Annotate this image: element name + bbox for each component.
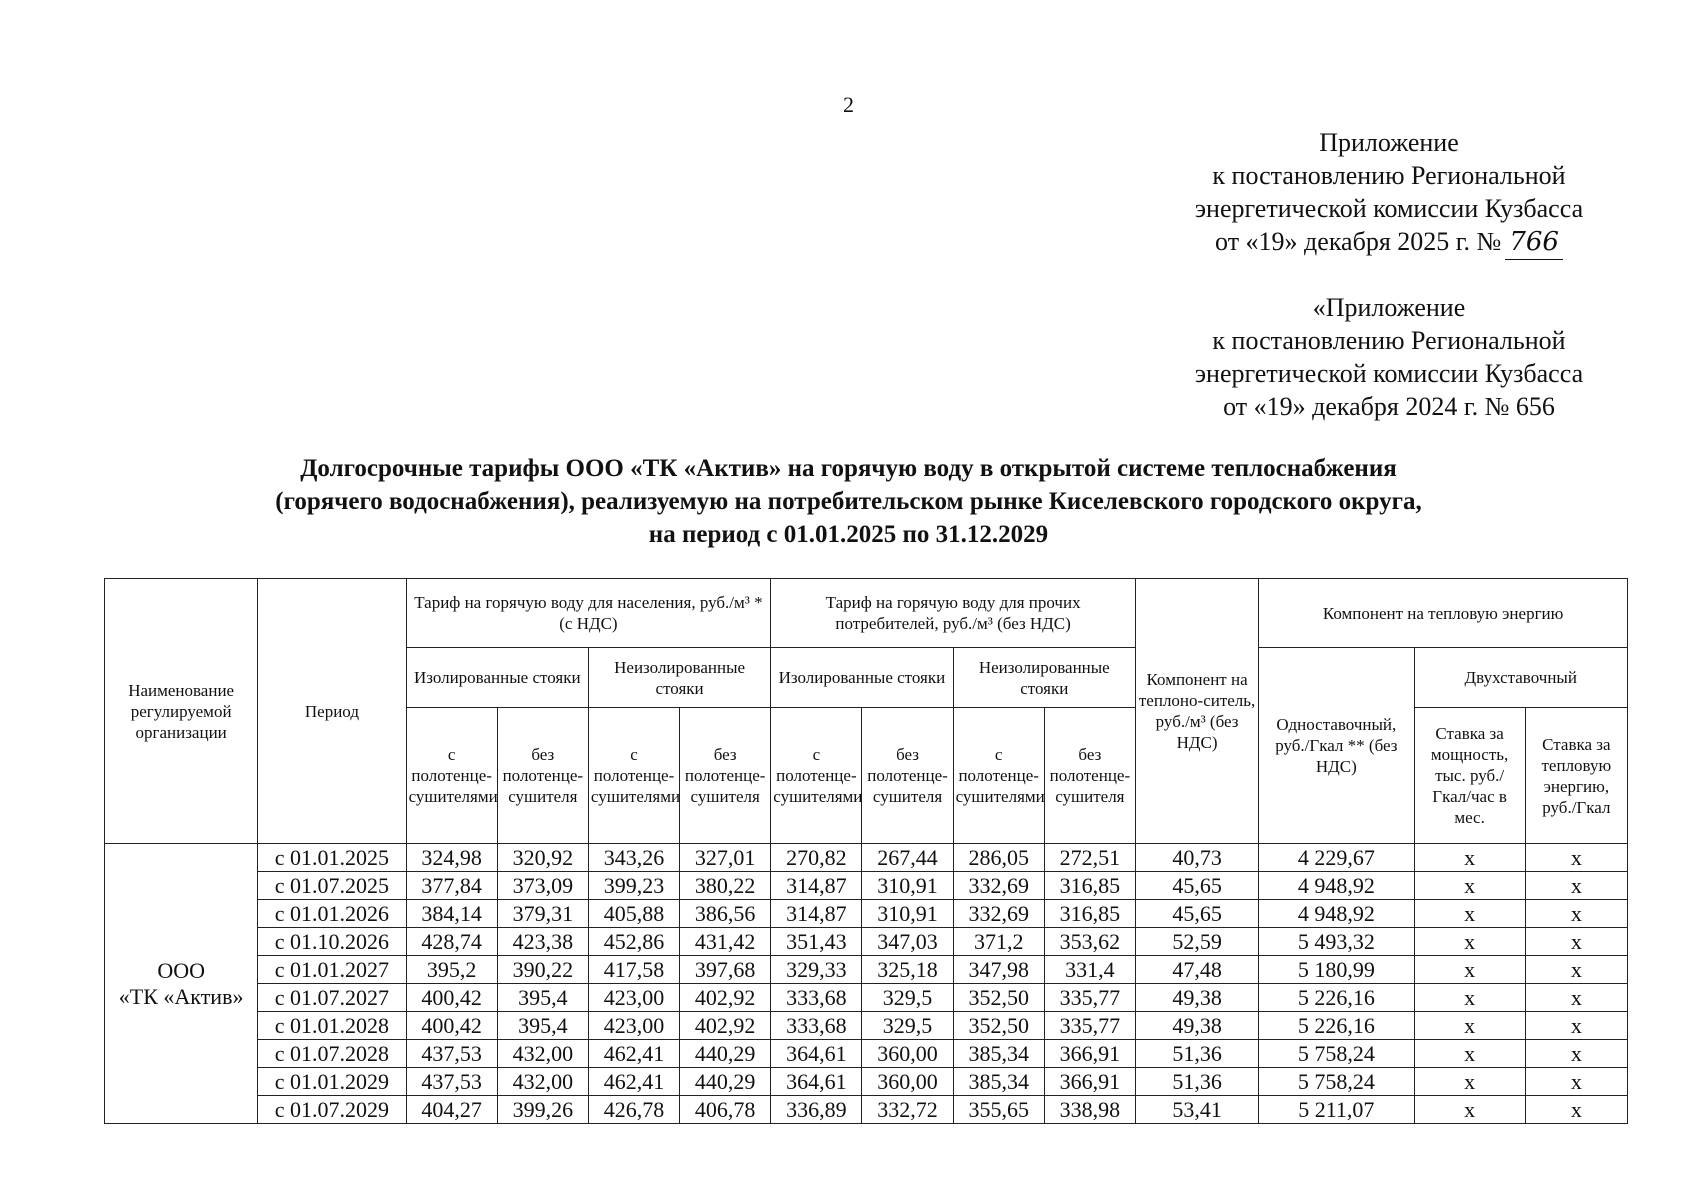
tariff-table: [104, 578, 1628, 1124]
annex-line: «Приложение: [1312, 293, 1466, 322]
value-cell: 4 229,67: [1259, 844, 1414, 872]
value-cell: x: [1414, 900, 1525, 928]
value-cell: 5 180,99: [1259, 956, 1414, 984]
value-cell: x: [1414, 1012, 1525, 1040]
header-period: Период: [258, 579, 406, 844]
value-cell: 316,85: [1044, 900, 1135, 928]
value-cell: 371,2: [953, 928, 1044, 956]
value-cell: 314,87: [771, 872, 862, 900]
value-cell: 5 226,16: [1259, 984, 1414, 1012]
header-with-dryers: с полотенце-сушителями: [771, 708, 862, 844]
title-line: на период с 01.01.2025 по 31.12.2029: [648, 521, 1049, 548]
period-cell: с 01.07.2025: [258, 872, 406, 900]
header-population-tariff: Тариф на горячую воду для населения, руб./м³ * (с НДС): [406, 579, 771, 648]
header-non-isolated: Неизолированные стояки: [588, 648, 770, 708]
value-cell: 5 758,24: [1259, 1040, 1414, 1068]
value-cell: 267,44: [862, 844, 953, 872]
annex-line: к постановлению Региональной: [1212, 326, 1566, 355]
table-row: [105, 1040, 1628, 1068]
value-cell: 352,50: [953, 984, 1044, 1012]
header-with-dryers: с полотенце-сушителями: [406, 708, 497, 844]
value-cell: 53,41: [1135, 1096, 1258, 1124]
annex-line: энергетической комиссии Кузбасса: [1194, 194, 1584, 223]
header-without-dryer: без полотенце-сушителя: [1044, 708, 1135, 844]
value-cell: 329,5: [862, 1012, 953, 1040]
value-cell: x: [1414, 1096, 1525, 1124]
value-cell: 399,26: [497, 1096, 588, 1124]
header-without-dryer: без полотенце-сушителя: [862, 708, 953, 844]
value-cell: 51,36: [1135, 1068, 1258, 1096]
value-cell: 331,4: [1044, 956, 1135, 984]
value-cell: 366,91: [1044, 1040, 1135, 1068]
annex-current: [1169, 126, 1609, 260]
table-row: [105, 844, 1628, 872]
value-cell: 286,05: [953, 844, 1044, 872]
value-cell: 355,65: [953, 1096, 1044, 1124]
value-cell: 404,27: [406, 1096, 497, 1124]
value-cell: 327,01: [680, 844, 771, 872]
period-cell: с 01.01.2026: [258, 900, 406, 928]
value-cell: 47,48: [1135, 956, 1258, 984]
organization-name-line: ООО: [157, 957, 205, 983]
value-cell: 335,77: [1044, 1012, 1135, 1040]
organization-name: [105, 844, 258, 1124]
organization-name-line: «ТК «Актив»: [118, 983, 244, 1009]
value-cell: x: [1525, 928, 1627, 956]
value-cell: 347,03: [862, 928, 953, 956]
value-cell: 462,41: [588, 1068, 679, 1096]
value-cell: x: [1414, 928, 1525, 956]
value-cell: 385,34: [953, 1068, 1044, 1096]
value-cell: 440,29: [680, 1040, 771, 1068]
value-cell: 272,51: [1044, 844, 1135, 872]
period-cell: с 01.07.2027: [258, 984, 406, 1012]
table-row: [105, 928, 1628, 956]
header-single-rate: Одноставочный, руб./Гкал ** (без НДС): [1259, 648, 1414, 844]
header-isolated: Изолированные стояки: [771, 648, 953, 708]
header-org: Наименование регулируемой организации: [105, 579, 258, 844]
value-cell: 373,09: [497, 872, 588, 900]
annex-line: от «19» декабря 2024 г. № 656: [1223, 392, 1555, 421]
value-cell: 364,61: [771, 1068, 862, 1096]
value-cell: 314,87: [771, 900, 862, 928]
value-cell: 437,53: [406, 1040, 497, 1068]
value-cell: 379,31: [497, 900, 588, 928]
value-cell: x: [1525, 984, 1627, 1012]
header-carrier-component: Компонент на теплоно-ситель, руб./м³ (без НДС): [1135, 579, 1258, 844]
table-row: [105, 1012, 1628, 1040]
annex-line: энергетической комиссии Кузбасса: [1194, 359, 1584, 388]
header-energy-rate: Ставка за тепловую энергию, руб./Гкал: [1525, 708, 1627, 844]
value-cell: 405,88: [588, 900, 679, 928]
annex-line: к постановлению Региональной: [1212, 161, 1566, 190]
value-cell: 423,00: [588, 984, 679, 1012]
document-title: [0, 452, 1697, 551]
header-non-isolated: Неизолированные стояки: [953, 648, 1135, 708]
period-cell: с 01.01.2025: [258, 844, 406, 872]
period-cell: с 01.01.2028: [258, 1012, 406, 1040]
value-cell: 4 948,92: [1259, 900, 1414, 928]
header-capacity-rate: Ставка за мощность, тыс. руб./Гкал/час в мес.: [1414, 708, 1525, 844]
value-cell: 364,61: [771, 1040, 862, 1068]
value-cell: x: [1414, 1040, 1525, 1068]
annex-date-line: [1169, 225, 1609, 260]
value-cell: 45,65: [1135, 900, 1258, 928]
value-cell: 395,2: [406, 956, 497, 984]
annex-line: Приложение: [1319, 128, 1459, 157]
value-cell: 360,00: [862, 1068, 953, 1096]
value-cell: 452,86: [588, 928, 679, 956]
value-cell: x: [1414, 872, 1525, 900]
header-with-dryers: с полотенце-сушителями: [588, 708, 679, 844]
value-cell: x: [1414, 984, 1525, 1012]
value-cell: 333,68: [771, 984, 862, 1012]
value-cell: 390,22: [497, 956, 588, 984]
value-cell: 332,69: [953, 872, 1044, 900]
table-row: [105, 872, 1628, 900]
value-cell: 395,4: [497, 1012, 588, 1040]
value-cell: 324,98: [406, 844, 497, 872]
value-cell: 384,14: [406, 900, 497, 928]
value-cell: 423,38: [497, 928, 588, 956]
handwritten-number: 766: [1505, 226, 1563, 260]
value-cell: x: [1525, 844, 1627, 872]
annex-date: от «19» декабря 2025 г. №: [1215, 227, 1502, 256]
table-row: [105, 984, 1628, 1012]
value-cell: 380,22: [680, 872, 771, 900]
value-cell: 385,34: [953, 1040, 1044, 1068]
value-cell: 397,68: [680, 956, 771, 984]
value-cell: 437,53: [406, 1068, 497, 1096]
value-cell: 338,98: [1044, 1096, 1135, 1124]
value-cell: 40,73: [1135, 844, 1258, 872]
table-row: [105, 956, 1628, 984]
value-cell: 316,85: [1044, 872, 1135, 900]
value-cell: 310,91: [862, 872, 953, 900]
value-cell: 402,92: [680, 1012, 771, 1040]
header-without-dryer: без полотенце-сушителя: [497, 708, 588, 844]
value-cell: 432,00: [497, 1040, 588, 1068]
value-cell: x: [1525, 956, 1627, 984]
value-cell: x: [1414, 844, 1525, 872]
value-cell: x: [1525, 1040, 1627, 1068]
value-cell: 353,62: [1044, 928, 1135, 956]
value-cell: 386,56: [680, 900, 771, 928]
value-cell: 462,41: [588, 1040, 679, 1068]
value-cell: 336,89: [771, 1096, 862, 1124]
value-cell: 343,26: [588, 844, 679, 872]
value-cell: x: [1525, 1096, 1627, 1124]
value-cell: 270,82: [771, 844, 862, 872]
value-cell: 332,69: [953, 900, 1044, 928]
value-cell: 49,38: [1135, 1012, 1258, 1040]
value-cell: 5 758,24: [1259, 1068, 1414, 1096]
value-cell: 400,42: [406, 1012, 497, 1040]
period-cell: с 01.07.2029: [258, 1096, 406, 1124]
period-cell: с 01.01.2029: [258, 1068, 406, 1096]
value-cell: 329,33: [771, 956, 862, 984]
value-cell: 406,78: [680, 1096, 771, 1124]
value-cell: 423,00: [588, 1012, 679, 1040]
value-cell: 5 226,16: [1259, 1012, 1414, 1040]
value-cell: 4 948,92: [1259, 872, 1414, 900]
value-cell: 402,92: [680, 984, 771, 1012]
page-number: 2: [843, 92, 854, 117]
value-cell: 360,00: [862, 1040, 953, 1068]
value-cell: x: [1525, 1068, 1627, 1096]
header-two-rate: Двухставочный: [1414, 648, 1628, 708]
value-cell: 333,68: [771, 1012, 862, 1040]
value-cell: 5 493,32: [1259, 928, 1414, 956]
value-cell: 49,38: [1135, 984, 1258, 1012]
value-cell: 417,58: [588, 956, 679, 984]
value-cell: 440,29: [680, 1068, 771, 1096]
annex-previous: [1169, 291, 1609, 423]
value-cell: 432,00: [497, 1068, 588, 1096]
value-cell: 325,18: [862, 956, 953, 984]
value-cell: 332,72: [862, 1096, 953, 1124]
table-row: [105, 1096, 1628, 1124]
value-cell: 426,78: [588, 1096, 679, 1124]
value-cell: 5 211,07: [1259, 1096, 1414, 1124]
header-without-dryer: без полотенце-сушителя: [680, 708, 771, 844]
period-cell: с 01.07.2028: [258, 1040, 406, 1068]
period-cell: с 01.10.2026: [258, 928, 406, 956]
value-cell: 51,36: [1135, 1040, 1258, 1068]
value-cell: 395,4: [497, 984, 588, 1012]
value-cell: x: [1414, 1068, 1525, 1096]
value-cell: 329,5: [862, 984, 953, 1012]
header-isolated: Изолированные стояки: [406, 648, 588, 708]
value-cell: x: [1414, 956, 1525, 984]
value-cell: 351,43: [771, 928, 862, 956]
value-cell: x: [1525, 900, 1627, 928]
value-cell: 399,23: [588, 872, 679, 900]
table-row: [105, 1068, 1628, 1096]
value-cell: x: [1525, 1012, 1627, 1040]
value-cell: 347,98: [953, 956, 1044, 984]
value-cell: 352,50: [953, 1012, 1044, 1040]
value-cell: 431,42: [680, 928, 771, 956]
value-cell: 366,91: [1044, 1068, 1135, 1096]
value-cell: 45,65: [1135, 872, 1258, 900]
value-cell: 52,59: [1135, 928, 1258, 956]
period-cell: с 01.01.2027: [258, 956, 406, 984]
value-cell: 310,91: [862, 900, 953, 928]
value-cell: 335,77: [1044, 984, 1135, 1012]
value-cell: 320,92: [497, 844, 588, 872]
title-line: Долгосрочные тарифы ООО «ТК «Актив» на горячую воду в открытой системе теплоснабжения: [300, 455, 1397, 482]
tariff-table-body: [105, 844, 1628, 1124]
title-line: (горячего водоснабжения), реализуемую на потребительском рынке Киселевского городского округа,: [275, 488, 1422, 515]
header-other-tariff: Тариф на горячую воду для прочих потребителей, руб./м³ (без НДС): [771, 579, 1136, 648]
header-with-dryers: с полотенце-сушителями: [953, 708, 1044, 844]
table-row: [105, 900, 1628, 928]
value-cell: 400,42: [406, 984, 497, 1012]
value-cell: 428,74: [406, 928, 497, 956]
value-cell: 377,84: [406, 872, 497, 900]
header-heat-component: Компонент на тепловую энергию: [1259, 579, 1628, 648]
value-cell: x: [1525, 872, 1627, 900]
